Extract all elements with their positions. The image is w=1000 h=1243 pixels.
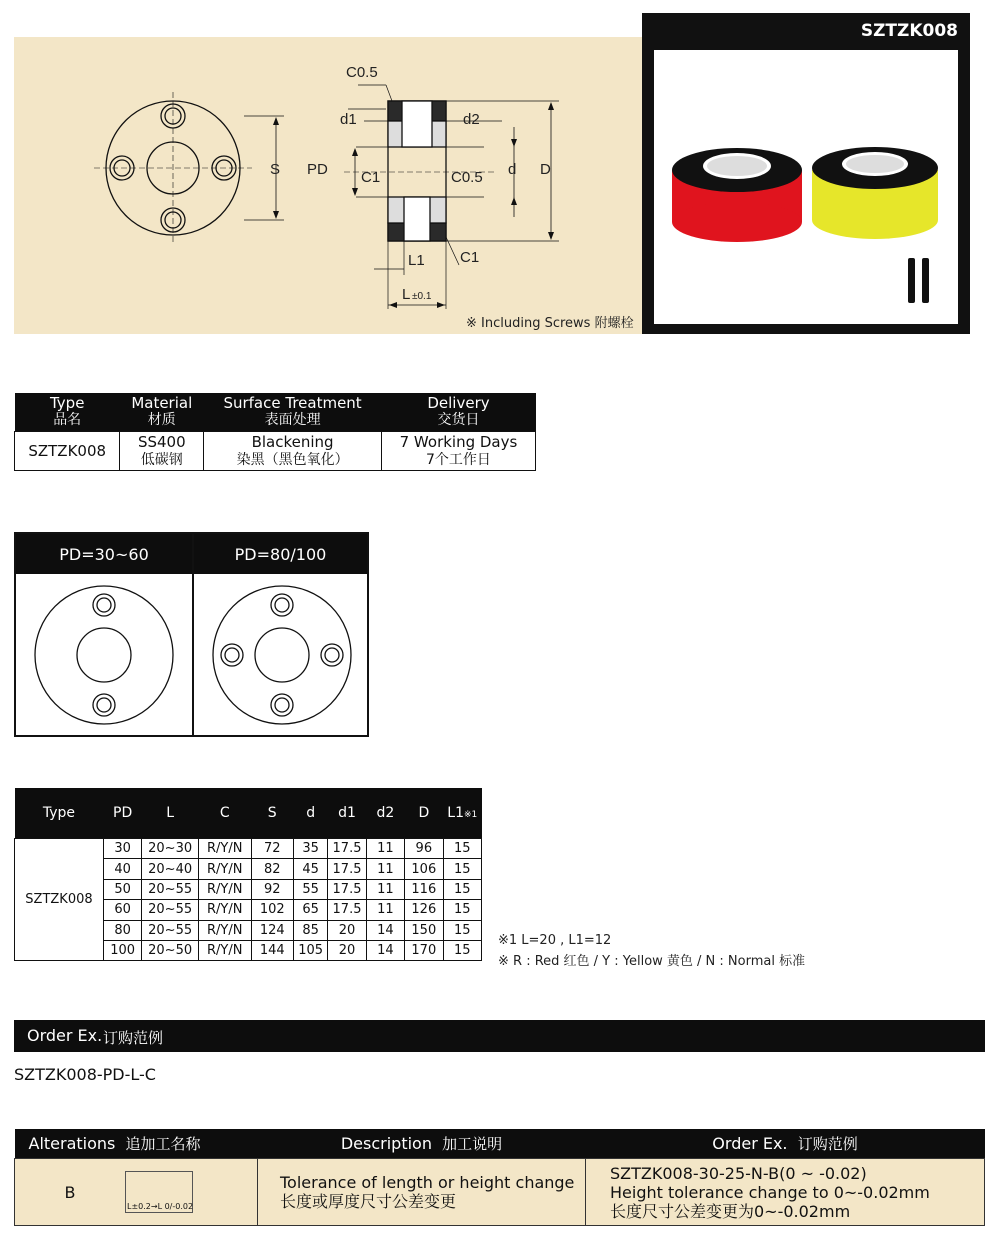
dim-cell: 116 xyxy=(405,879,443,899)
dim-cell: 20~40 xyxy=(142,859,199,879)
dim-cell: R/Y/N xyxy=(198,879,251,899)
dim-header-l1: L1※1 xyxy=(443,788,481,839)
label-c1-left: C1 xyxy=(361,169,381,186)
label-pd: PD xyxy=(307,161,328,178)
dim-cell: 92 xyxy=(251,879,293,899)
dim-cell: 20~30 xyxy=(142,839,199,859)
dim-cell: 17.5 xyxy=(328,839,366,859)
dim-cell: 102 xyxy=(251,900,293,920)
dim-cell: 15 xyxy=(443,879,481,899)
dim-cell: 65 xyxy=(293,900,327,920)
dim-cell: 40 xyxy=(103,859,141,879)
pd-variant-label-2: PD=80/100 xyxy=(194,534,367,574)
dim-cell: R/Y/N xyxy=(198,920,251,940)
dim-header-type: Type xyxy=(15,788,104,839)
alt-ex-line1: SZTZK008-30-25-N-B(0 ~ -0.02) xyxy=(610,1163,867,1183)
dim-cell: 17.5 xyxy=(328,879,366,899)
dim-cell: 11 xyxy=(366,839,404,859)
dim-header-d2: d2 xyxy=(366,788,404,839)
dim-cell: 50 xyxy=(103,879,141,899)
dim-cell: R/Y/N xyxy=(198,839,251,859)
dimension-table xyxy=(14,788,482,961)
dim-cell: 20~55 xyxy=(142,900,199,920)
dim-cell: 17.5 xyxy=(328,900,366,920)
dim-cell: 105 xyxy=(293,940,327,960)
dim-cell: 15 xyxy=(443,900,481,920)
spec-cell-type: SZTZK008 xyxy=(15,432,120,471)
dim-cell: 126 xyxy=(405,900,443,920)
dim-cell: 20 xyxy=(328,920,366,940)
dim-header-pd: PD xyxy=(103,788,141,839)
dim-cell: 11 xyxy=(366,879,404,899)
spec-cell-surface: Blackening 染黑（黑色氧化） xyxy=(204,432,382,471)
alt-description-cell xyxy=(258,1159,586,1226)
spec-cell-material: SS400 低碳钢 xyxy=(120,432,204,471)
dimension-table-body xyxy=(15,839,482,961)
alt-ex-line3: 长度尺寸公差变更为0~-0.02mm xyxy=(610,1201,851,1221)
alterations-table xyxy=(14,1129,985,1226)
label-D: D xyxy=(540,161,551,178)
dim-cell: 15 xyxy=(443,839,481,859)
alt-desc-en: Tolerance of length or height change xyxy=(280,1173,575,1192)
dim-cell: 55 xyxy=(293,879,327,899)
red-ring-illustration xyxy=(672,148,802,242)
order-example-code: SZTZK008-PD-L-C xyxy=(14,1065,156,1084)
pd-variants-box xyxy=(14,532,369,737)
dim-header-D: D xyxy=(405,788,443,839)
dim-cell: 15 xyxy=(443,940,481,960)
dim-cell: 15 xyxy=(443,859,481,879)
spec-header-delivery: Delivery 交货日 xyxy=(381,393,535,432)
alt-desc-zh: 长度或厚度尺寸公差变更 xyxy=(280,1192,457,1211)
dim-cell: 106 xyxy=(405,859,443,879)
dim-cell: 124 xyxy=(251,920,293,940)
technical-drawing xyxy=(14,37,642,334)
dim-cell: 14 xyxy=(366,920,404,940)
dim-cell: 144 xyxy=(251,940,293,960)
dim-cell: 20~55 xyxy=(142,920,199,940)
dim-header-s: S xyxy=(251,788,293,839)
dimension-notes xyxy=(498,930,805,972)
product-photo xyxy=(654,50,958,324)
dim-cell: 20~50 xyxy=(142,940,199,960)
dim-cell: 30 xyxy=(103,839,141,859)
spec-header-surface: Surface Treatment 表面处理 xyxy=(204,393,382,432)
pd-variant-four-hole xyxy=(213,586,351,724)
dim-cell: R/Y/N xyxy=(198,900,251,920)
pd-variant-drawings xyxy=(16,574,367,735)
dim-cell: 60 xyxy=(103,900,141,920)
dim-cell: 11 xyxy=(366,900,404,920)
dim-cell: 11 xyxy=(366,859,404,879)
alt-row-code-cell xyxy=(15,1159,258,1226)
dim-cell: 72 xyxy=(251,839,293,859)
note-color: ※ R : Red 红色 / Y : Yellow 黄色 / N : Normal 标准 xyxy=(498,954,806,969)
spec-header-material: Material 材质 xyxy=(120,393,204,432)
product-code-title: SZTZK008 xyxy=(860,21,958,41)
product-photo-frame xyxy=(642,13,970,334)
dim-cell: 100 xyxy=(103,940,141,960)
dim-cell: 14 xyxy=(366,940,404,960)
spec-header-type: Type 品名 xyxy=(15,393,120,432)
label-c1-bottom: C1 xyxy=(460,249,480,266)
dim-cell: R/Y/N xyxy=(198,940,251,960)
dim-header-d1: d1 xyxy=(328,788,366,839)
dim-cell: 45 xyxy=(293,859,327,879)
label-l1: L1 xyxy=(408,252,425,269)
dim-header-d: d xyxy=(293,788,327,839)
dim-cell: 20~55 xyxy=(142,879,199,899)
alt-code: B xyxy=(64,1182,76,1202)
screws-note: ※ Including Screws 附螺栓 xyxy=(466,316,634,331)
alt-diagram-text: L±0.2→L 0/-0.02 xyxy=(127,1202,194,1211)
label-c05-right: C0.5 xyxy=(451,169,483,186)
dim-header-c: C xyxy=(198,788,251,839)
label-s: S xyxy=(270,161,281,178)
alt-header-description: Description 加工说明 xyxy=(258,1129,586,1159)
order-example-bar xyxy=(14,1020,985,1052)
alt-diagram xyxy=(125,1171,193,1213)
dim-header-l: L xyxy=(142,788,199,839)
dim-cell: 150 xyxy=(405,920,443,940)
label-l-tol: ±0.1 xyxy=(412,291,432,302)
order-example-title-zh: 订购范例 xyxy=(103,1029,164,1047)
note-l1: ※1 L=20 , L1=12 xyxy=(498,933,612,948)
drawing-panel xyxy=(14,37,642,334)
label-d1: d1 xyxy=(340,111,357,128)
order-example-title: Order Ex. xyxy=(27,1026,103,1045)
label-d2: d2 xyxy=(463,111,480,128)
dim-cell: 20 xyxy=(328,940,366,960)
label-c05-top: C0.5 xyxy=(346,64,378,81)
pd-variant-label-1: PD=30~60 xyxy=(16,534,192,574)
dim-cell: 85 xyxy=(293,920,327,940)
alt-order-ex-cell xyxy=(586,1159,985,1226)
screws-illustration xyxy=(908,258,929,303)
dim-cell-type: SZTZK008 xyxy=(15,839,104,961)
table-row xyxy=(15,839,482,859)
spec-table xyxy=(14,393,536,471)
dim-cell: 17.5 xyxy=(328,859,366,879)
label-l: L xyxy=(402,286,411,303)
dim-cell: 170 xyxy=(405,940,443,960)
dim-cell: 96 xyxy=(405,839,443,859)
alt-ex-line2: Height tolerance change to 0~-0.02mm xyxy=(610,1182,930,1202)
alt-header-order-ex: Order Ex. 订购范例 xyxy=(586,1129,985,1159)
dim-cell: 82 xyxy=(251,859,293,879)
dim-cell: 35 xyxy=(293,839,327,859)
label-d: d xyxy=(508,161,517,178)
yellow-ring-illustration xyxy=(812,147,938,239)
alt-header-alterations: Alterations 追加工名称 xyxy=(15,1129,258,1159)
spec-cell-delivery: 7 Working Days 7个工作日 xyxy=(381,432,535,471)
dim-cell: 15 xyxy=(443,920,481,940)
pd-variant-two-hole xyxy=(35,586,173,724)
dim-cell: 80 xyxy=(103,920,141,940)
dim-cell: R/Y/N xyxy=(198,859,251,879)
